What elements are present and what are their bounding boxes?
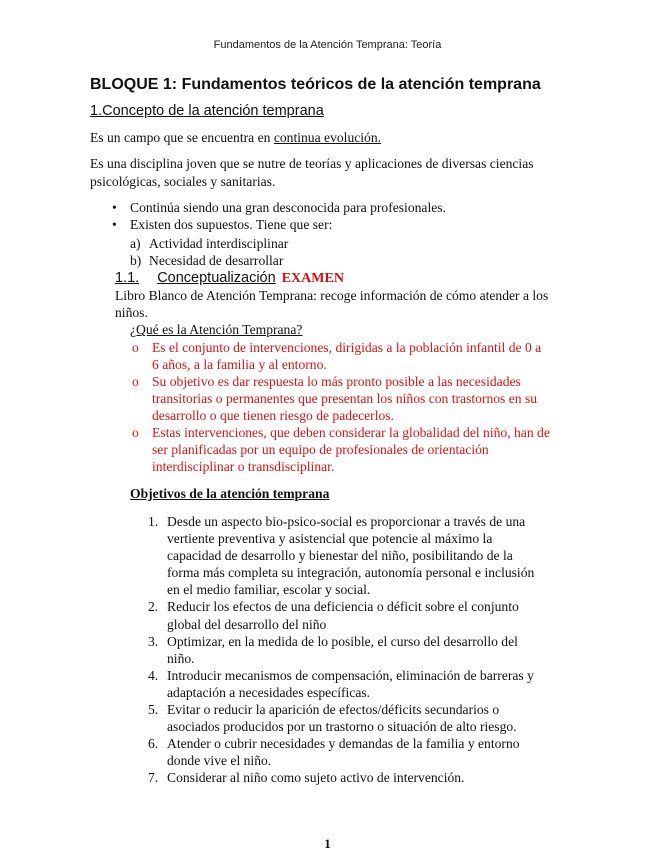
lettered-item	[130, 235, 288, 252]
bullet-item: • Existen dos supuestos. Tiene que ser:	[110, 216, 446, 233]
list-marker: 7.	[148, 770, 159, 786]
objective-text: Optimizar, en la medida de lo posible, el curso del desarrollo del niño.	[167, 633, 518, 666]
exam-tag: EXAMEN	[281, 271, 344, 286]
definition-item	[130, 373, 550, 424]
definition-text: Estas intervenciones, que deben considerar la globalidad del niño, han de ser planificadas por un equipo de profesionales de orientación interdisciplinar o transdisciplinar.	[152, 425, 550, 474]
definition-item	[130, 424, 550, 475]
list-marker: 2.	[148, 599, 159, 615]
intro-underlined-text: continua evolución.	[273, 130, 382, 145]
list-marker: b)	[130, 253, 142, 268]
intro-paragraph	[90, 129, 560, 147]
page-number: 1	[324, 836, 331, 851]
section-heading: 1.Concepto de la atención temprana	[90, 103, 324, 119]
objective-item	[148, 769, 548, 786]
libro-blanco-paragraph: Libro Blanco de Atención Temprana: recoge información de cómo atender a los niños.	[115, 288, 549, 320]
definition-item	[130, 339, 550, 373]
lettered-list	[130, 235, 288, 269]
objectives-title: Objetivos de la atención temprana	[130, 486, 330, 501]
definition-list	[130, 339, 550, 475]
objective-item	[148, 667, 548, 701]
circle-bullet-icon: o	[132, 374, 139, 389]
objective-text: Reducir los efectos de una deficiencia o déficit sobre el conjunto global del desarrollo del niño	[167, 599, 519, 632]
objectives-list	[148, 513, 548, 787]
subsection-heading	[115, 270, 344, 287]
list-marker: 4.	[148, 667, 159, 683]
lettered-item-text: Necesidad de desarrollar	[149, 253, 284, 268]
objective-item	[148, 701, 548, 735]
list-marker: 5.	[148, 702, 159, 718]
definition-text: Su objetivo es dar respuesta lo más pronto posible a las necesidades transitorias o permanentes que presentan los niños con trastornos en su desarrollo o que tienen riesgo de padecerlos.	[152, 374, 538, 423]
objective-text: Desde un aspecto bio-psico-social es proporcionar a través de una vertiente preventiva y asistencial que potencie al máximo la capacidad de desarrollo y bienestar del niño, posibilitando de la forma más completa su integración, autonomía personal e inclusión en el medio familiar, escolar y social.	[167, 514, 535, 598]
running-header: Fundamentos de la Atención Temprana: Teoría	[213, 39, 442, 51]
objective-item	[148, 598, 548, 632]
bullet-item: • Continúa siendo una gran desconocida para profesionales.	[110, 199, 446, 216]
objective-text: Atender o cubrir necesidades y demandas de la familia y entorno donde vive el niño.	[167, 736, 520, 769]
list-marker: 3.	[148, 633, 159, 649]
block-title: BLOQUE 1: Fundamentos teóricos de la atención temprana	[90, 76, 541, 93]
discipline-paragraph: Es una disciplina joven que se nutre de teorías y aplicaciones de diversas ciencias psicológicas, sociales y sanitarias.	[90, 156, 534, 189]
definition-text: Es el conjunto de intervenciones, dirigidas a la población infantil de 0 a 6 años, a la familia y al entorno.	[152, 340, 542, 372]
objective-text: Evitar o reducir la aparición de efectos/déficits secundarios o asociados producidos por un trastorno o situación de alto riesgo.	[167, 702, 517, 735]
list-marker: a)	[130, 236, 141, 251]
circle-bullet-icon: o	[132, 340, 139, 355]
objective-text: Introducir mecanismos de compensación, eliminación de barreras y adaptación a necesidades específicas.	[167, 667, 534, 700]
list-marker: 6.	[148, 736, 159, 752]
bullet-list	[110, 199, 446, 233]
list-marker: 1.	[148, 514, 159, 529]
intro-text: Es un campo que se encuentra en	[90, 130, 274, 145]
objective-text: Considerar al niño como sujeto activo de intervención.	[167, 770, 465, 786]
lettered-item-text: Actividad interdisciplinar	[149, 236, 289, 251]
subsection-title: Conceptualización	[157, 270, 276, 286]
circle-bullet-icon: o	[132, 425, 139, 440]
objective-item	[148, 735, 548, 769]
objective-item	[148, 633, 548, 667]
subsection-number: 1.1.	[115, 270, 140, 286]
question-heading: ¿Qué es la Atención Temprana?	[130, 322, 303, 337]
objective-item	[148, 513, 548, 598]
lettered-item	[130, 252, 288, 269]
